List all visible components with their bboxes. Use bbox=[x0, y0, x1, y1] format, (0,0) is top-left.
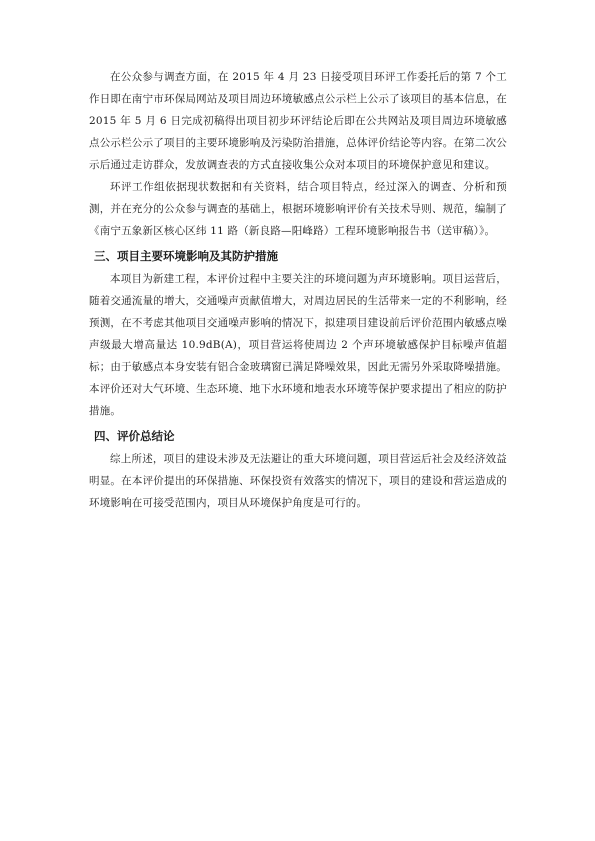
document-body bbox=[89, 66, 507, 514]
public-participation-paragraph: 在公众参与调查方面，在 2015 年 4 月 23 日接受项目环评工作委托后的第 7 个工作日即在南宁市环保局网站及项目周边环境敏感点公示栏上公示了该项目的基本信息，在 2015 年 5 月 6 日完成初稿得出项目初步环评结论后即在公共网站及项目周边环境敏感点公示栏公示了项目的主要环境影响及污染防治措施，总体评价结论等内容。在第二次公示后通过走访群众，发放调查表的方式直接收集公众对本项目的环境保护意见和建议。 bbox=[89, 71, 507, 171]
eia-work-paragraph: 环评工作组依据现状数据和有关资料，结合项目特点，经过深入的调查、分析和预测，并在充分的公众参与调查的基础上，根据环境影响评价有关技术导则、规范，编制了《南宁五象新区核心区纬 11 路（新良路—阳峰路）工程环境影响报告书（送审稿）》。 bbox=[89, 181, 507, 237]
impacts-paragraph: 本项目为新建工程，本评价过程中主要关注的环境问题为声环境影响。项目运营后，随着交通流量的增大，交通噪声贡献值增大，对周边居民的生活带来一定的不利影响，经预测，在不考虑其他项目交通噪声影响的情况下，拟建项目建设前后评价范围内敏感点噪声级最大增高量达 10.9dB(A)，项目营运将使周边 2 个声环境敏感保护目标噪声值超标；由于敏感点本身安装有铝合金玻璃窗已满足降噪效果，因此无需另外采取降噪措施。本评价还对大气环境、生态环境、地下水环境和地表水环境等保护要求提出了相应的防护措施。 bbox=[89, 273, 507, 417]
section-heading-impacts: 三、项目主要环境影响及其防护措施 bbox=[94, 249, 278, 263]
conclusion-paragraph: 综上所述，项目的建设未涉及无法避让的重大环境问题，项目营运后社会及经济效益明显。在本评价提出的环保措施、环保投资有效落实的情况下，项目的建设和营运造成的环境影响在可接受范围内，项目从环境保护角度是可行的。 bbox=[89, 453, 507, 509]
section-heading-conclusion: 四、评价总结论 bbox=[94, 429, 175, 443]
